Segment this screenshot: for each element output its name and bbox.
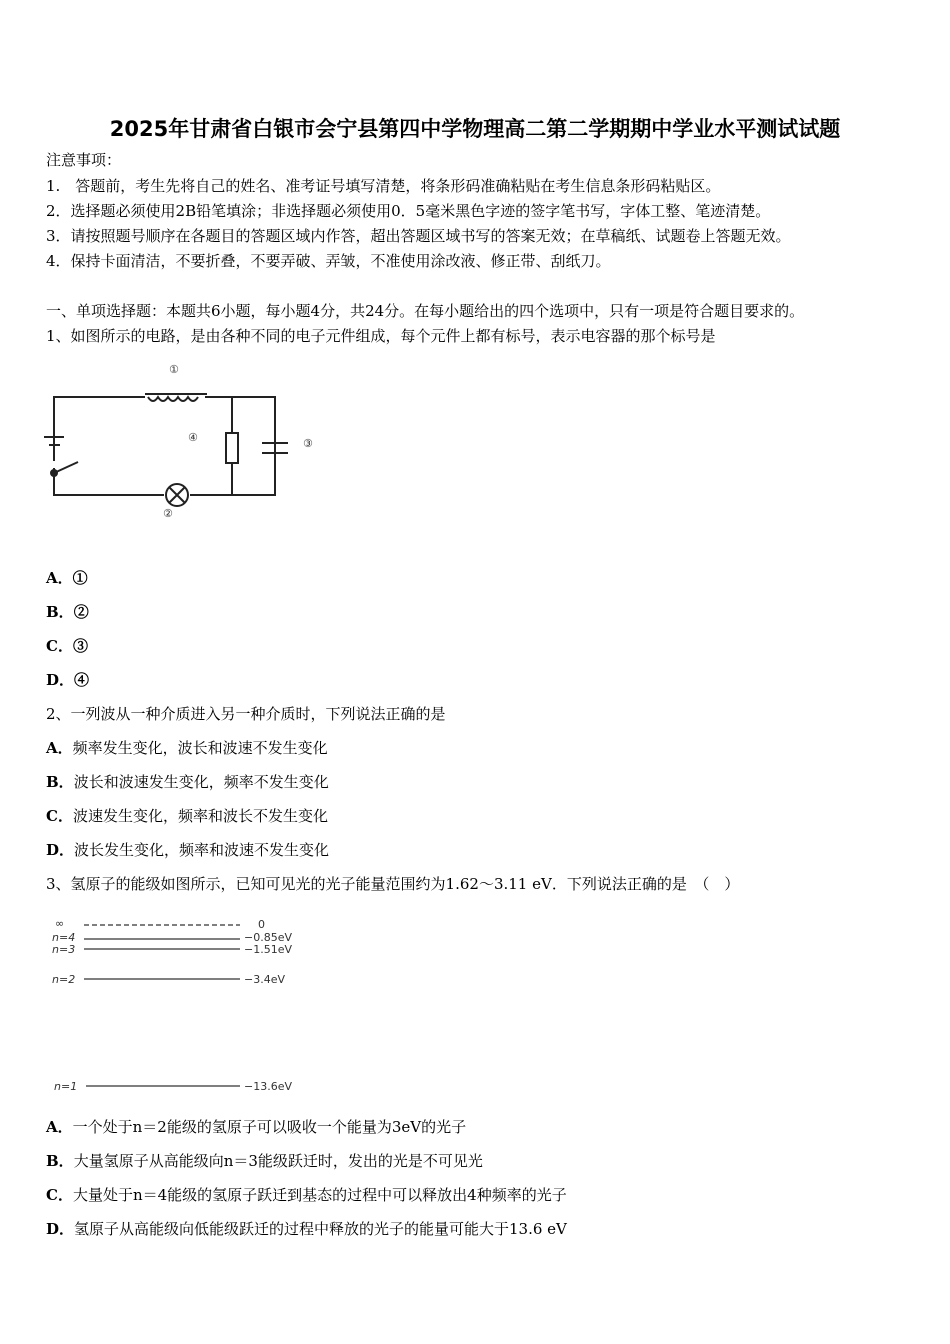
option-key: A． — [46, 1118, 73, 1136]
label-1: ① — [169, 363, 179, 376]
level-energy: −1.51eV — [244, 943, 293, 956]
option-key: B． — [46, 773, 74, 791]
notice-item: 4．保持卡面清洁，不要折叠，不要弄破、弄皱，不准使用涂改液、修正带、刮纸刀。 — [46, 252, 611, 270]
circuit-diagram — [40, 355, 330, 525]
option-text: 波速发生变化，频率和波长不发生变化 — [72, 807, 328, 825]
level-label: n=4 — [52, 931, 76, 944]
option-key: D． — [46, 841, 75, 859]
option-key: A． — [46, 569, 73, 587]
page-title: 2025年甘肃省白银市会宁县第四中学物理高二第二学期期中学业水平测试试题 — [109, 117, 841, 141]
level-energy: −13.6eV — [244, 1080, 293, 1093]
energy-level-diagram — [40, 900, 320, 1100]
option-text: 波长和波速发生变化，频率不发生变化 — [73, 773, 329, 791]
notice-item: 1. 答题前，考生先将自己的姓名、准考证号填写清楚，将条形码准确粘贴在考生信息条形码粘贴区。 — [46, 177, 721, 195]
level-label: n=3 — [52, 943, 76, 956]
option-key: D． — [46, 671, 75, 689]
option[interactable] — [46, 1151, 483, 1171]
option-text: 大量氢原子从高能级向n＝3能级跃迁时，发出的光是不可见光 — [73, 1152, 483, 1170]
level-energy: 0 — [258, 918, 265, 931]
level-label: n=1 — [54, 1080, 78, 1093]
option-key: D． — [46, 1220, 75, 1238]
option-key: C． — [46, 1186, 73, 1204]
label-4: ④ — [188, 431, 198, 444]
question-3-stem: 3、氢原子的能级如图所示，已知可见光的光子能量范围约为1.62～3.11 eV．下列说法正确的是 （ ） — [46, 875, 740, 893]
option-text: 频率发生变化，波长和波速不发生变化 — [72, 739, 328, 757]
level-label: n=2 — [52, 973, 76, 986]
option[interactable] — [46, 670, 89, 690]
notice-heading: 注意事项： — [46, 151, 122, 169]
option[interactable] — [46, 602, 89, 622]
option-text: ④ — [74, 671, 90, 689]
question-2-stem: 2、一列波从一种介质进入另一种介质时，下列说法正确的是 — [46, 705, 446, 723]
option-text: ③ — [72, 637, 88, 655]
question-1-stem: 1、如图所示的电路，是由各种不同的电子元件组成，每个元件上都有标号，表示电容器的那个标号是 — [46, 327, 716, 345]
option[interactable] — [46, 840, 329, 860]
label-3: ③ — [303, 437, 313, 450]
option-text: 大量处于n＝4能级的氢原子跃迁到基态的过程中可以释放出4种频率的光子 — [72, 1186, 567, 1204]
section-heading: 一、单项选择题：本题共6小题，每小题4分，共24分。在每小题给出的四个选项中，只有一项是符合题目要求的。 — [46, 302, 805, 320]
option-key: C． — [46, 637, 73, 655]
option-text: ② — [73, 603, 89, 621]
option-key: A． — [46, 739, 73, 757]
option[interactable] — [46, 1185, 567, 1205]
notice-item: 3．请按照题号顺序在各题目的答题区域内作答，超出答题区域书写的答案无效；在草稿纸、试题卷上答题无效。 — [46, 227, 791, 245]
option[interactable] — [46, 1117, 466, 1137]
level-energy: −3.4eV — [244, 973, 286, 986]
option[interactable] — [46, 636, 88, 656]
level-energy: −0.85eV — [244, 931, 293, 944]
option-text: ① — [72, 569, 88, 587]
label-2: ② — [163, 507, 173, 520]
option-text: 一个处于n＝2能级的氢原子可以吸收一个能量为3eV的光子 — [72, 1118, 467, 1136]
notice-item: 2．选择题必须使用2B铅笔填涂；非选择题必须使用0．5毫米黑色字迹的签字笔书写，字体工整、笔迹清楚。 — [46, 202, 771, 220]
option[interactable] — [46, 738, 328, 758]
option[interactable] — [46, 772, 329, 792]
option-key: B． — [46, 1152, 74, 1170]
option-text: 氢原子从高能级向低能级跃迁的过程中释放的光子的能量可能大于13.6 eV — [74, 1220, 567, 1238]
option-key: B． — [46, 603, 74, 621]
option-text: 波长发生变化，频率和波速不发生变化 — [74, 841, 330, 859]
option-key: C． — [46, 807, 73, 825]
option[interactable] — [46, 568, 88, 588]
level-label: ∞ — [55, 917, 65, 930]
option[interactable] — [46, 806, 328, 826]
option[interactable] — [46, 1219, 567, 1239]
